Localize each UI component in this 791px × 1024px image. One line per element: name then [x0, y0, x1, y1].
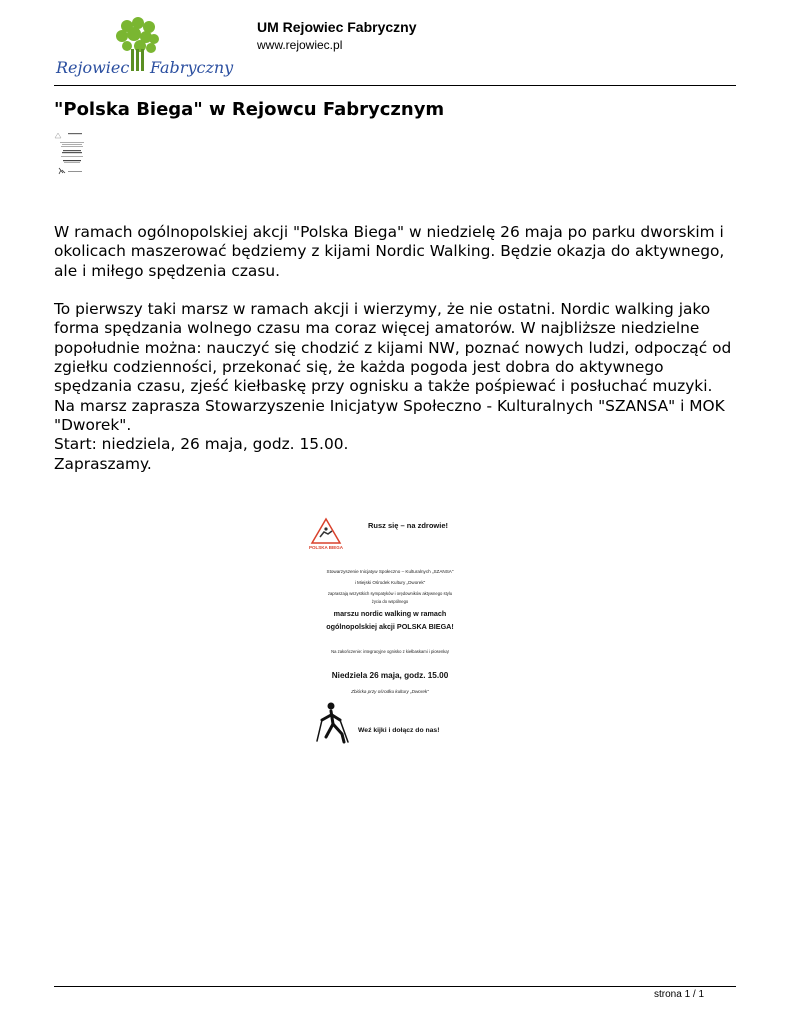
page-title: "Polska Biega" w Rejowcu Fabrycznym: [54, 99, 445, 120]
poster-headline: ogólnopolskiej akcji POLSKA BIEGA!: [326, 622, 454, 631]
start-info: Start: niedziela, 26 maja, godz. 15.00.: [54, 435, 349, 454]
poster-line: Stowarzyszenie Inicjatyw Społeczno – Kulturalnych „SZANSA": [326, 569, 454, 574]
poster-line: życia do wspólnego: [371, 599, 409, 604]
article-paragraph: W ramach ogólnopolskiej akcji "Polska Biega" w niedzielę 26 maja po parku dworskim i okolicach maszerować będziemy z kijami Nordic Walking. Będzie okazja do aktywnego, ale i miłego spędzenia czasu.: [54, 223, 725, 280]
poster-meeting: Zbiórka przy ośrodku kultury „Dworek": [351, 689, 429, 694]
poster-cta: Weź kijki i dołącz do nas!: [358, 727, 440, 734]
footer-divider: [54, 986, 736, 987]
poster-date: Niedziela 26 maja, godz. 15.00: [331, 671, 449, 680]
organization-block: [257, 19, 417, 53]
article-paragraph: To pierwszy taki marsz w ramach akcji i wierzymy, że nie ostatni. Nordic walking jako forma spędzania wolnego czasu ma coraz więcej amatorów. W najbliższe niedzielne popołudnie można: nauczyć się chodzić z kijami NW, poznać nowych ludzi, odpocząć od zgiełku codzienności, przekonać się, że każda pogoda jest dobra do aktywnego spędzania czasu, zjeść kiełbaskę przy ognisku a także pośpiewać i posłuchać muzyki.: [54, 300, 732, 396]
poster-note: Na zakończenie: integracyjne ognisko z kiełbaskami i piosenką!: [331, 649, 449, 654]
article-body: [54, 223, 744, 474]
tree-icon: [116, 17, 159, 53]
organization-name: UM Rejowiec Fabryczny: [257, 19, 417, 35]
badge-label: POLSKA BIEGA: [308, 545, 344, 550]
logo-text-right: Fabryczny: [150, 58, 234, 77]
poster-line: zapraszają wszystkich sympatyków i orędowników aktywnego stylu: [327, 591, 453, 596]
poster-line: i Miejski Ośrodek Kultury „Dworek": [354, 580, 426, 585]
page-number: strona 1 / 1: [654, 989, 705, 1000]
logo-text-left: Rejowiec: [56, 58, 130, 77]
article-paragraph: Na marsz zaprasza Stowarzyszenie Inicjatyw Społeczno - Kulturalnych "SZANSA" i MOK "Dworek".: [54, 396, 725, 434]
poster-thumbnail[interactable]: [54, 130, 90, 178]
organization-url[interactable]: www.rejowiec.pl: [257, 38, 343, 52]
rejowiec-logo[interactable]: [54, 16, 240, 84]
closing-text: Zapraszamy.: [54, 454, 152, 473]
event-poster[interactable]: [300, 510, 480, 750]
poster-tagline: Rusz się – na zdrowie!: [367, 521, 449, 530]
header-divider: [54, 85, 736, 86]
poster-headline: marszu nordic walking w ramach: [333, 609, 447, 618]
